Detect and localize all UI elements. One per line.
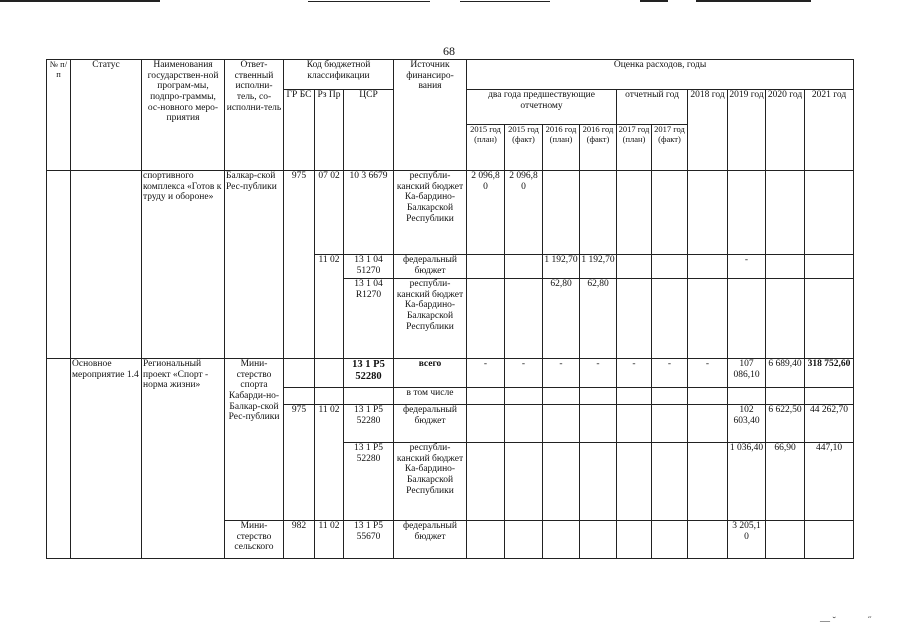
header-2018: 2018 год <box>688 90 728 171</box>
block1-row1-source: республи-канский бюджет Ка-бардино-Балкарской Республики <box>394 171 467 255</box>
block1-row3-2016-plan: 62,80 <box>543 279 580 359</box>
block2-grbs: 975 <box>284 405 315 521</box>
block1-row2-2016-plan: 1 192,70 <box>543 255 580 279</box>
block2-republic-2020: 66,90 <box>766 443 805 521</box>
block1-row1-csr: 10 3 6679 <box>344 171 394 255</box>
block2-total-2016-fact: - <box>580 359 617 388</box>
scan-edge-line <box>308 1 430 2</box>
row-number-cell <box>47 171 71 359</box>
header-2017-plan: 2017 год (план) <box>617 125 652 171</box>
block1-row2-2019: - <box>728 255 766 279</box>
header-budget-code: Код бюджетной классификации <box>284 60 394 90</box>
block1-row1-2015-fact: 2 096,8 0 <box>505 171 543 255</box>
block1-row3-2016-fact: 62,80 <box>580 279 617 359</box>
scan-edge-line <box>0 0 160 2</box>
block2-federal-2021: 44 262,70 <box>805 405 854 443</box>
block2-republic-2019: 1 036,40 <box>728 443 766 521</box>
block2-total-source: всего <box>394 359 467 388</box>
header-two-years-prior: два года предшествующие отчетному <box>467 90 617 125</box>
header-2021: 2021 год <box>805 90 854 171</box>
header-2015-fact: 2015 год (факт) <box>505 125 543 171</box>
header-reporting-year: отчетный год <box>617 90 688 125</box>
block2-status: Основное мероприятие 1.4 <box>71 359 142 559</box>
block1-row1-2015-plan: 2 096,8 0 <box>467 171 505 255</box>
block2-responsible: Мини-стерство спорта Кабарди-но-Балкар-ской Рес-публики <box>225 359 284 521</box>
block1-row1-rzpr: 07 02 <box>315 171 344 255</box>
header-rzpr: Рз Пр <box>315 90 344 171</box>
block2-republic-2021: 447,10 <box>805 443 854 521</box>
header-grbs: ГР БС <box>284 90 315 171</box>
block1-rzpr-2: 11 02 <box>315 255 344 359</box>
block2-federal-source: федеральный бюджет <box>394 405 467 443</box>
block2-total-2015-plan: - <box>467 359 505 388</box>
budget-table <box>46 59 854 559</box>
block2-republic-source: республи-канский бюджет Ка-бардино-Балкарской Республики <box>394 443 467 521</box>
block2-total-2015-fact: - <box>505 359 543 388</box>
block1-grbs: 975 <box>284 171 315 359</box>
block1-row3-source: республи-канский бюджет Ка-бардино-Балкарской Республики <box>394 279 467 359</box>
header-2017-fact: 2017 год (факт) <box>652 125 688 171</box>
header-2016-plan: 2016 год (план) <box>543 125 580 171</box>
block1-responsible: Балкар-ской Рес-публики <box>225 171 284 359</box>
block3-responsible: Мини-стерство сельского <box>225 521 284 559</box>
block2-federal-2020: 6 622,50 <box>766 405 805 443</box>
block3-rzpr: 11 02 <box>315 521 344 559</box>
block2-including: в том числе <box>394 388 467 405</box>
block2-total-2019: 107 086,10 <box>728 359 766 388</box>
status-cell <box>71 171 142 359</box>
block2-total-2021: 318 752,60 <box>805 359 854 388</box>
scan-mark-left: — ˘ <box>820 616 836 627</box>
block3-source: федеральный бюджет <box>394 521 467 559</box>
header-2019: 2019 год <box>728 90 766 171</box>
block1-name: спортивного комплекса «Готов к труду и обороне» <box>142 171 225 359</box>
block1-row2-source: федеральный бюджет <box>394 255 467 279</box>
header-name: Наименования государствен-ной програм-мы, подпро-граммы, ос-новного меро-приятия <box>142 60 225 171</box>
block2-name: Региональный проект «Спорт - норма жизни» <box>142 359 225 559</box>
header-2015-plan: 2015 год (план) <box>467 125 505 171</box>
block1-row2-csr: 13 1 04 51270 <box>344 255 394 279</box>
block2-republic-csr: 13 1 P5 52280 <box>344 443 394 521</box>
scan-edge-line <box>696 0 811 2</box>
header-2016-fact: 2016 год (факт) <box>580 125 617 171</box>
page-number: 68 <box>443 44 455 58</box>
block3-grbs: 982 <box>284 521 315 559</box>
block1-row3-csr: 13 1 04 R1270 <box>344 279 394 359</box>
block3-2019: 3 205,1 0 <box>728 521 766 559</box>
block3-csr: 13 1 P5 55670 <box>344 521 394 559</box>
block2-total-csr: 13 1 P5 52280 <box>344 359 394 388</box>
block2-total-2018: - <box>688 359 728 388</box>
header-no: № п/п <box>47 60 71 171</box>
header-2020: 2020 год <box>766 90 805 171</box>
block1-row2-2016-fact: 1 192,70 <box>580 255 617 279</box>
scan-edge-line <box>460 1 550 2</box>
row-number-cell <box>47 359 71 559</box>
block2-total-2016-plan: - <box>543 359 580 388</box>
block2-total-2020: 6 689,40 <box>766 359 805 388</box>
block2-rzpr: 11 02 <box>315 405 344 521</box>
header-source: Источник финансиро-вания <box>394 60 467 171</box>
block2-federal-2019: 102 603,40 <box>728 405 766 443</box>
block2-total-2017-plan: - <box>617 359 652 388</box>
block2-federal-csr: 13 1 P5 52280 <box>344 405 394 443</box>
header-estimate: Оценка расходов, годы <box>467 60 854 90</box>
scan-edge-line <box>640 0 668 2</box>
header-status: Статус <box>71 60 142 171</box>
header-csr: ЦСР <box>344 90 394 171</box>
block2-total-2017-fact: - <box>652 359 688 388</box>
header-responsible: Ответ-ственный исполни-тель, со-исполни-тель <box>225 60 284 171</box>
scan-mark-right: ˝ <box>868 616 872 627</box>
